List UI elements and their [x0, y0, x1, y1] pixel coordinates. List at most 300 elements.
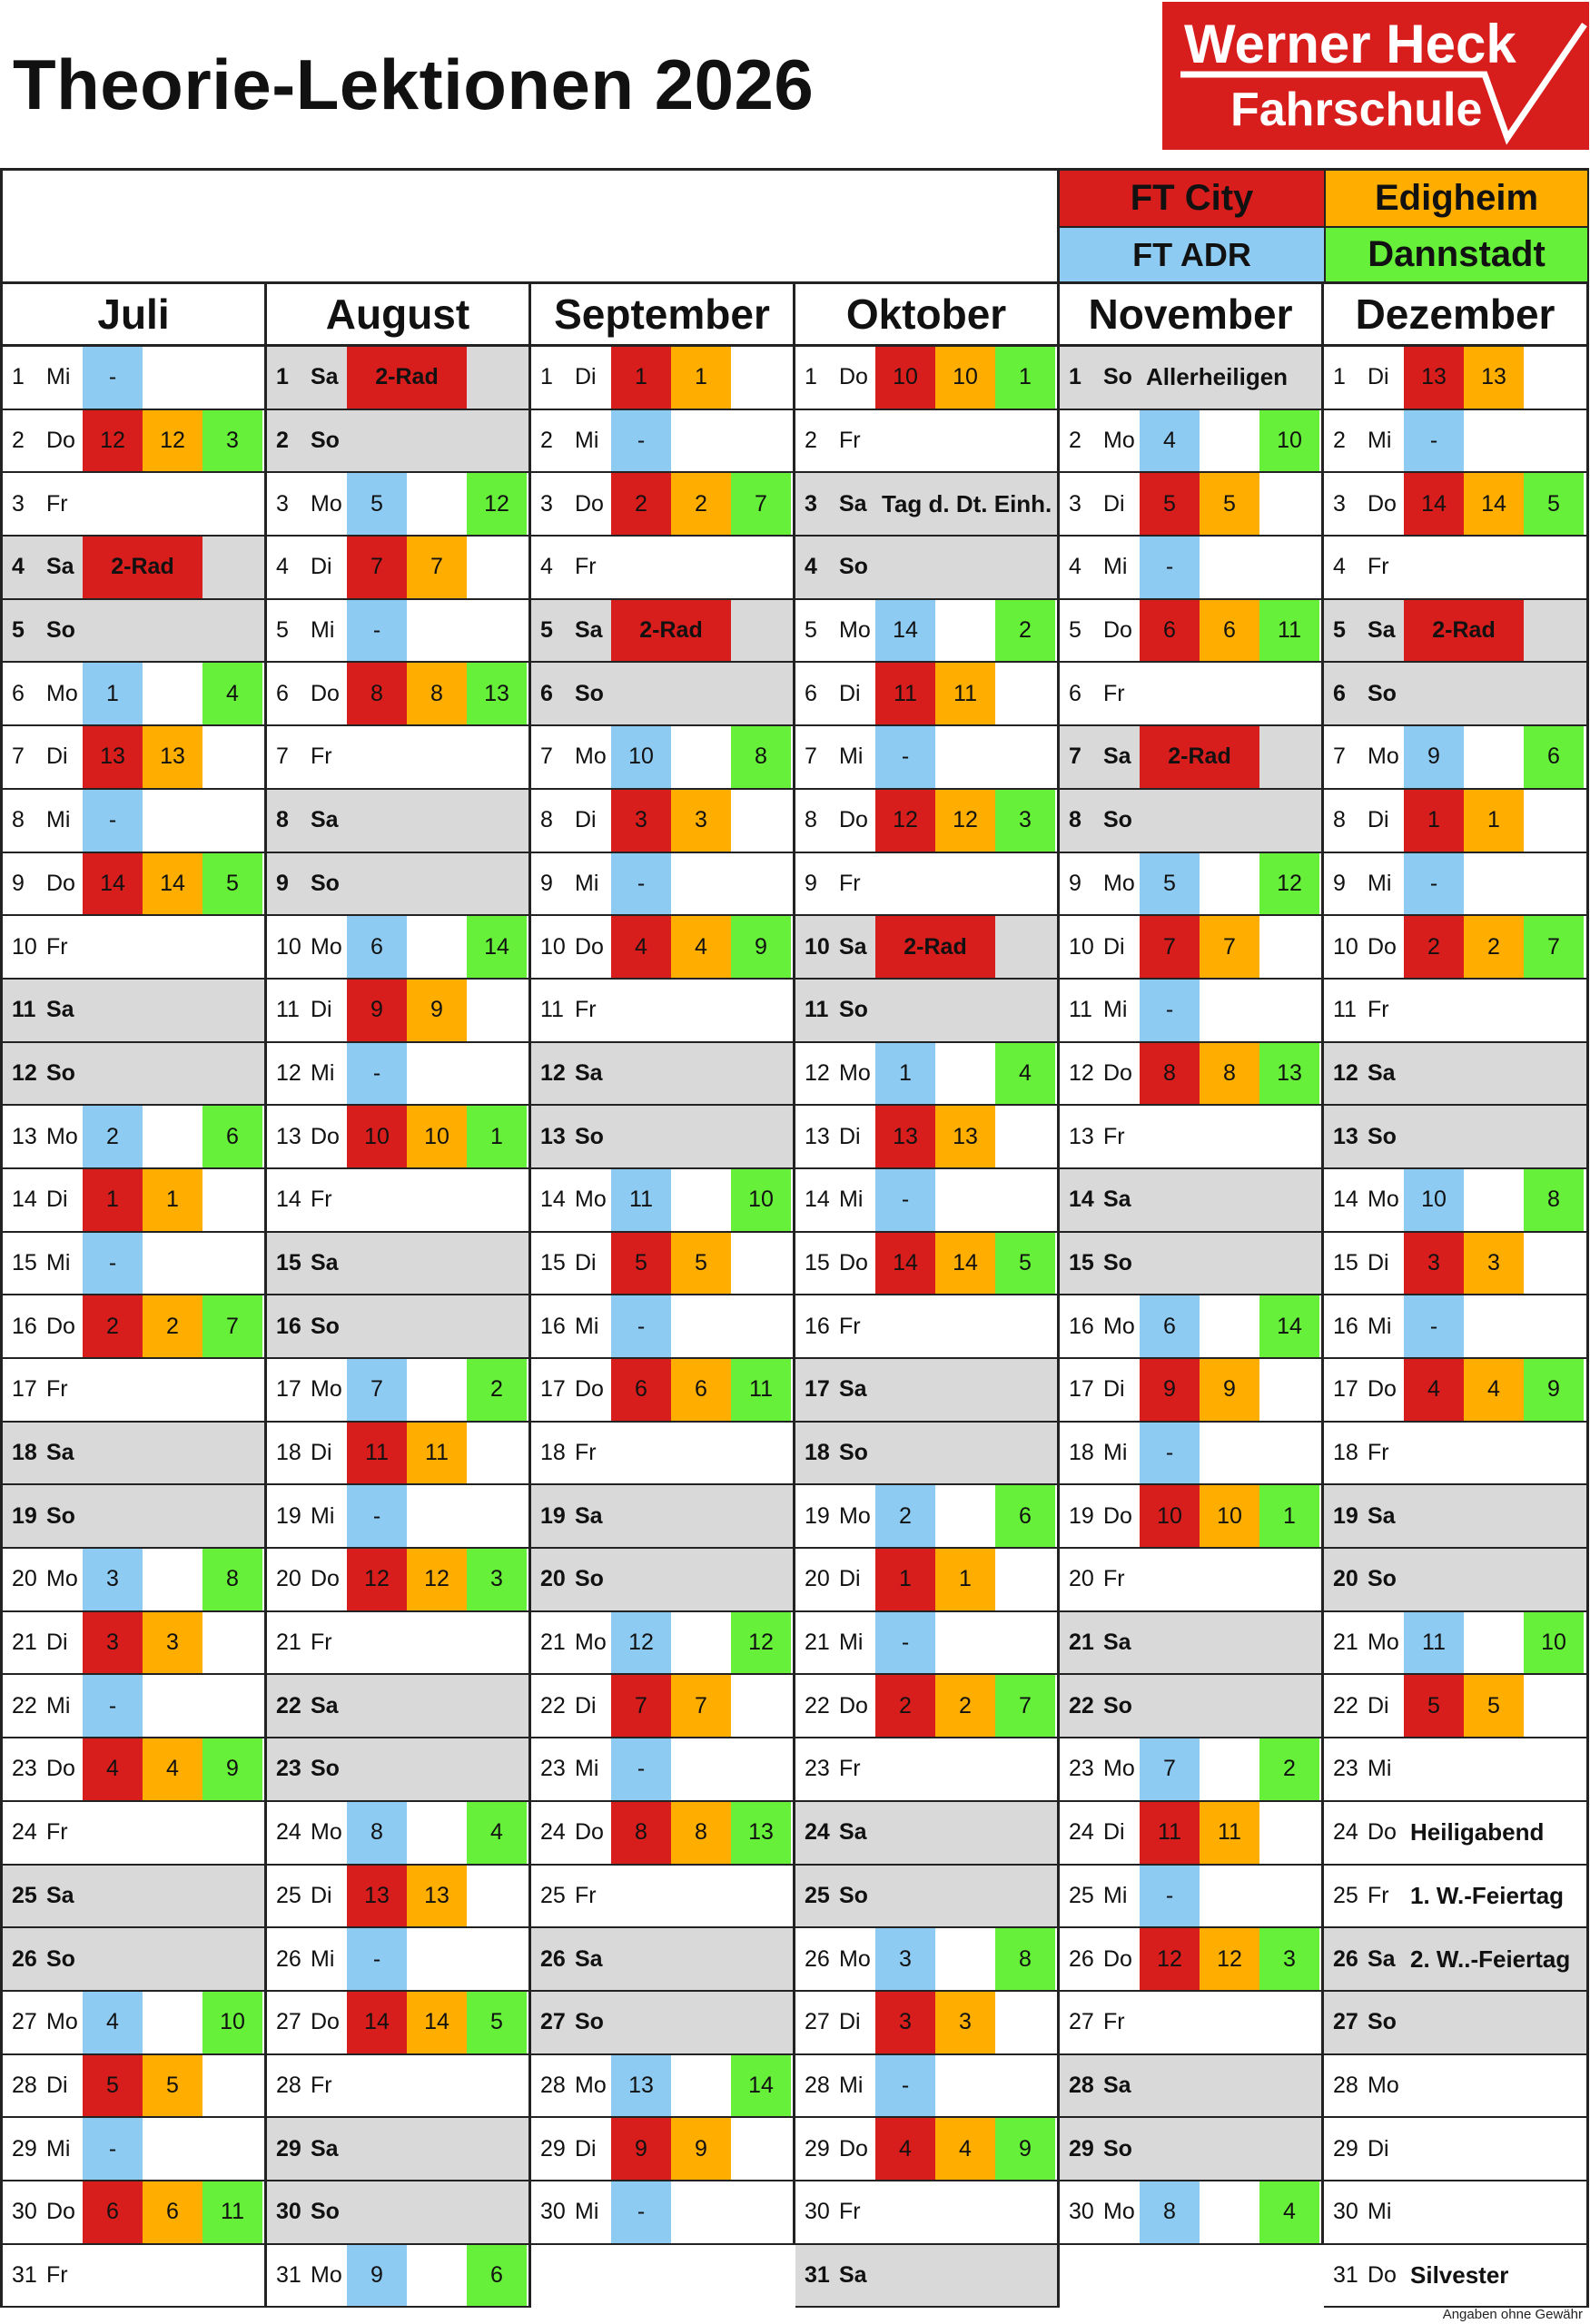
lesson-edigheim: 5: [671, 1233, 731, 1295]
day-number: 30: [540, 2199, 566, 2225]
lesson-ft-city: 14: [347, 1992, 407, 2053]
day-row: [1324, 1738, 1586, 1802]
weekday: Mo: [1103, 870, 1135, 896]
holiday-label: 2. W..-Feiertag: [1410, 1945, 1571, 1973]
weekday: Di: [1103, 490, 1125, 517]
day-label: [12, 853, 75, 915]
lesson-dannstadt: 8: [1524, 1169, 1584, 1231]
lesson-dannstadt: 10: [1524, 1612, 1584, 1674]
day-number: 10: [540, 933, 566, 960]
day-row: [267, 600, 528, 664]
day-row: [1324, 1612, 1586, 1676]
day-label: [276, 1233, 339, 1295]
day-row: [3, 1106, 264, 1169]
weekday: So: [311, 2199, 340, 2225]
day-row: [1324, 2055, 1586, 2119]
day-row: [267, 1549, 528, 1612]
day-number: 14: [805, 1187, 830, 1213]
day-row: [1324, 1866, 1586, 1929]
weekday: Do: [311, 2009, 340, 2035]
day-label: [540, 347, 597, 409]
day-row: [267, 1423, 528, 1486]
lesson-edigheim: 5: [1464, 1675, 1524, 1737]
day-number: 6: [12, 680, 25, 706]
weekday: Mo: [311, 1376, 342, 1403]
day-label: [276, 853, 340, 915]
weekday: Mi: [1368, 870, 1392, 896]
day-row: [1324, 1043, 1586, 1107]
day-label: [1333, 537, 1389, 598]
day-number: 26: [276, 1945, 301, 1972]
lesson-dannstadt: 14: [731, 2055, 791, 2117]
day-row: [267, 2118, 528, 2181]
weekday: Mo: [46, 680, 78, 706]
day-label: [276, 663, 340, 724]
day-number: 8: [12, 807, 25, 833]
day-number: 17: [540, 1376, 566, 1403]
day-number: 19: [805, 1502, 830, 1529]
day-label: [1069, 853, 1135, 915]
day-label: [1333, 2181, 1391, 2243]
day-number: 7: [1069, 743, 1081, 770]
weekday: Fr: [1368, 1882, 1389, 1908]
day-row: [1324, 1485, 1586, 1549]
event-2-rad: 2-Rad: [83, 537, 202, 598]
weekday: Fr: [1368, 554, 1389, 580]
day-row: [531, 1169, 793, 1233]
day-row: [531, 1485, 793, 1549]
weekday: Di: [1368, 2135, 1389, 2162]
day-label: [1069, 1612, 1131, 1674]
day-label: [805, 347, 868, 409]
day-label: [276, 1043, 334, 1105]
day-number: 8: [540, 807, 553, 833]
month-header-dezember: Dezember: [1324, 284, 1589, 347]
day-number: 16: [12, 1313, 37, 1339]
weekday: Mi: [311, 1502, 335, 1529]
day-number: 7: [805, 743, 817, 770]
day-row: [1060, 2181, 1321, 2245]
lesson-ft-city: 3: [1404, 1233, 1464, 1295]
lesson-dannstadt: 13: [731, 1802, 791, 1864]
lesson-dannstadt: 5: [467, 1992, 527, 2053]
weekday: Do: [1103, 1502, 1132, 1529]
day-label: [1333, 1295, 1391, 1357]
day-label: [12, 1612, 68, 1674]
day-number: 27: [1333, 2009, 1358, 2035]
day-row: [267, 916, 528, 980]
day-row: [1324, 537, 1586, 600]
weekday: Di: [575, 807, 597, 833]
weekday: So: [311, 1756, 340, 1782]
weekday: Fr: [1103, 680, 1125, 706]
day-number: 31: [12, 2261, 37, 2288]
day-row: [531, 916, 793, 980]
day-row: [1060, 537, 1321, 600]
day-row: [1324, 916, 1586, 980]
event-2-rad: 2-Rad: [347, 347, 467, 409]
lesson-ft-city: 1: [1404, 790, 1464, 852]
day-label: [12, 1359, 68, 1421]
day-number: 5: [12, 617, 25, 644]
day-number: 28: [805, 2072, 830, 2098]
lesson-edigheim: 4: [1464, 1359, 1524, 1421]
day-label: [276, 1802, 342, 1864]
lesson-ft-city: 1: [875, 1549, 935, 1610]
lesson-edigheim: 8: [1200, 1043, 1259, 1105]
day-label: [276, 726, 332, 788]
weekday: Mo: [311, 933, 342, 960]
lesson-dannstadt: 3: [202, 410, 262, 472]
lesson-ft-city: 2: [611, 473, 671, 535]
day-row: [531, 347, 793, 410]
weekday: Fr: [839, 1313, 861, 1339]
day-row: [267, 1485, 528, 1549]
day-row: [795, 1423, 1057, 1486]
lesson-ft-city: 7: [347, 537, 407, 598]
day-number: 10: [805, 933, 830, 960]
lesson-ft-adr: 4: [83, 1992, 143, 2053]
lesson-dannstadt: 8: [202, 1549, 262, 1610]
day-label: [1333, 1992, 1397, 2053]
day-label: [540, 790, 597, 852]
day-label: [12, 1866, 74, 1927]
day-row: [3, 853, 264, 917]
day-label: [1333, 473, 1397, 535]
weekday: Di: [1103, 1819, 1125, 1846]
day-number: 19: [1069, 1502, 1094, 1529]
lesson-edigheim: 6: [143, 2181, 202, 2243]
lesson-ft-city: 11: [347, 1423, 407, 1484]
lesson-ft-city: 9: [611, 2118, 671, 2180]
day-number: 25: [805, 1882, 830, 1908]
day-label: [12, 2118, 70, 2180]
day-label: [540, 473, 604, 535]
day-row: [531, 473, 793, 537]
day-number: 27: [12, 2009, 37, 2035]
weekday: So: [839, 1882, 868, 1908]
day-row: [267, 853, 528, 917]
weekday: So: [1103, 1692, 1132, 1718]
day-number: 27: [540, 2009, 566, 2035]
lesson-ft-adr: -: [611, 2181, 671, 2243]
lesson-ft-city: 5: [1140, 473, 1200, 535]
lesson-ft-city: 4: [83, 1738, 143, 1800]
lesson-ft-adr: 11: [611, 1169, 671, 1231]
weekday: So: [1103, 1249, 1132, 1275]
day-row: [795, 853, 1057, 917]
weekday: Fr: [1103, 1123, 1125, 1149]
day-number: 9: [540, 870, 553, 896]
day-row: [267, 473, 528, 537]
weekday: Sa: [311, 364, 339, 390]
lesson-edigheim: 2: [671, 473, 731, 535]
day-label: [276, 1423, 332, 1484]
logo-line-2: Fahrschule: [1230, 84, 1483, 136]
day-label: [12, 2245, 68, 2307]
day-row: [531, 726, 793, 790]
day-label: [1333, 600, 1396, 662]
day-row: [1060, 980, 1321, 1043]
weekday: Do: [1368, 1376, 1397, 1403]
day-label: [1069, 1423, 1127, 1484]
lesson-ft-city: 12: [83, 410, 143, 472]
day-label: [1069, 2181, 1135, 2243]
month-column-dezember: [1324, 347, 1589, 2308]
event-2-rad: 2-Rad: [1404, 600, 1524, 662]
weekday: Mi: [311, 1945, 335, 1972]
day-label: [276, 1295, 340, 1357]
day-number: 20: [1069, 1566, 1094, 1592]
day-label: [805, 1295, 861, 1357]
weekday: So: [839, 1440, 868, 1466]
day-number: 19: [540, 1502, 566, 1529]
weekday: Mo: [839, 1059, 871, 1086]
day-row: [3, 1738, 264, 1802]
weekday: Mi: [1368, 1313, 1392, 1339]
day-label: [1069, 1928, 1132, 1990]
day-row: [267, 1295, 528, 1359]
weekday: Fr: [311, 1187, 332, 1213]
day-row: [795, 2245, 1057, 2309]
lesson-ft-adr: 13: [611, 2055, 671, 2117]
weekday: So: [1103, 2135, 1132, 2162]
legend-edigheim: Edigheim: [1326, 171, 1589, 228]
day-number: 24: [1069, 1819, 1094, 1846]
weekday: Di: [311, 1882, 332, 1908]
lesson-edigheim: 9: [671, 2118, 731, 2180]
day-number: 23: [1333, 1756, 1358, 1782]
day-number: 6: [1333, 680, 1346, 706]
day-number: 2: [1069, 428, 1081, 454]
day-row: [1324, 1549, 1586, 1612]
weekday: Sa: [1103, 743, 1131, 770]
day-row: [1060, 1738, 1321, 1802]
day-row: [795, 1802, 1057, 1866]
month-headers: [3, 284, 1589, 347]
weekday: So: [1368, 1123, 1397, 1149]
lesson-dannstadt: 11: [202, 2181, 262, 2243]
weekday: Do: [46, 870, 75, 896]
month-header-oktober: Oktober: [795, 284, 1060, 347]
day-number: 21: [1069, 1630, 1094, 1656]
day-row: [3, 1169, 264, 1233]
weekday: Mi: [46, 807, 71, 833]
lesson-edigheim: 13: [407, 1866, 467, 1927]
day-number: 29: [805, 2135, 830, 2162]
day-label: [1069, 1106, 1125, 1167]
day-number: 16: [1333, 1313, 1358, 1339]
weekday: Di: [311, 554, 332, 580]
weekday: Mi: [1368, 428, 1392, 454]
lesson-ft-adr: -: [611, 410, 671, 472]
weekday: Mi: [1103, 1882, 1128, 1908]
day-number: 30: [805, 2199, 830, 2225]
legend-dannstadt: Dannstadt: [1326, 228, 1589, 284]
header-blank: [3, 171, 1060, 284]
day-label: [540, 853, 598, 915]
day-label: [12, 1485, 75, 1547]
day-label: [276, 790, 339, 852]
day-row: [1324, 410, 1586, 474]
day-row: [267, 1169, 528, 1233]
day-row: [795, 1992, 1057, 2055]
lesson-ft-adr: 8: [1140, 2181, 1200, 2243]
lesson-edigheim: 9: [1200, 1359, 1259, 1421]
day-number: 15: [1069, 1249, 1094, 1275]
day-row: [1324, 600, 1586, 664]
lesson-edigheim: 2: [935, 1675, 995, 1737]
day-label: [1069, 2118, 1132, 2180]
day-row: [267, 663, 528, 726]
lesson-ft-adr: 1: [83, 663, 143, 724]
day-number: 11: [805, 997, 829, 1023]
weekday: So: [311, 1313, 340, 1339]
day-label: [12, 1675, 70, 1737]
day-number: 23: [805, 1756, 830, 1782]
day-row: [531, 1866, 793, 1929]
day-number: 30: [12, 2199, 37, 2225]
day-row: [795, 473, 1057, 537]
lesson-ft-city: 6: [83, 2181, 143, 2243]
weekday: Do: [46, 2199, 75, 2225]
lesson-ft-adr: 6: [1140, 1295, 1200, 1357]
day-number: 29: [12, 2135, 37, 2162]
lesson-edigheim: 14: [935, 1233, 995, 1295]
day-row: [795, 1549, 1057, 1612]
weekday: Mi: [1103, 554, 1128, 580]
weekday: Sa: [1103, 1187, 1131, 1213]
day-number: 21: [12, 1630, 37, 1656]
day-row: [531, 1612, 793, 1676]
day-label: [12, 1233, 70, 1295]
day-number: 20: [276, 1566, 301, 1592]
day-row: [1324, 790, 1586, 853]
footer-note: Angaben ohne Gewähr: [1442, 2307, 1583, 2322]
day-label: [540, 1043, 603, 1105]
day-number: 3: [805, 490, 817, 517]
day-label: [12, 410, 75, 472]
day-row: [3, 1359, 264, 1423]
day-number: 25: [12, 1882, 37, 1908]
day-label: [1069, 2055, 1131, 2117]
day-row: [531, 410, 793, 474]
lesson-ft-adr: 2: [875, 1485, 935, 1547]
day-row: [1060, 1802, 1321, 1866]
day-row: [1324, 1802, 1586, 1866]
weekday: Fr: [575, 554, 597, 580]
lesson-ft-city: 4: [611, 916, 671, 978]
weekday: Mo: [575, 2072, 607, 2098]
day-row: [531, 1423, 793, 1486]
weekday: Mo: [1103, 428, 1135, 454]
lesson-dannstadt: 6: [1524, 726, 1584, 788]
lesson-edigheim: 4: [935, 2118, 995, 2180]
day-row: [3, 1802, 264, 1866]
weekday: Di: [839, 2009, 861, 2035]
month-header-august: August: [267, 284, 531, 347]
day-label: [1333, 663, 1397, 724]
day-row: [3, 410, 264, 474]
day-row: [1060, 1423, 1321, 1486]
day-row: [267, 1738, 528, 1802]
lesson-edigheim: 1: [143, 1169, 202, 1231]
weekday: Di: [1103, 933, 1125, 960]
day-number: 2: [805, 428, 817, 454]
weekday: Sa: [311, 1692, 339, 1718]
lesson-ft-city: 11: [1140, 1802, 1200, 1864]
day-label: [805, 1992, 861, 2053]
day-label: [12, 1295, 75, 1357]
day-number: 14: [276, 1187, 301, 1213]
day-row: [3, 1866, 264, 1929]
day-label: [276, 1928, 334, 1990]
lesson-ft-adr: -: [611, 853, 671, 915]
page-title: Theorie-Lektionen 2026: [13, 44, 815, 124]
day-row: [267, 347, 528, 410]
day-row: [3, 2118, 264, 2181]
day-number: 28: [276, 2072, 301, 2098]
day-number: 9: [805, 870, 817, 896]
day-row: [1060, 1866, 1321, 1929]
lesson-edigheim: 11: [1200, 1802, 1259, 1864]
day-label: [1333, 853, 1391, 915]
lesson-edigheim: 8: [671, 1802, 731, 1864]
weekday: Fr: [46, 490, 68, 517]
day-row: [3, 980, 264, 1043]
day-row: [795, 537, 1057, 600]
day-label: [805, 980, 868, 1041]
weekday: Mo: [1368, 1630, 1399, 1656]
day-label: [805, 1485, 871, 1547]
day-label: [1069, 537, 1127, 598]
day-label: [12, 790, 70, 852]
day-number: 13: [12, 1123, 37, 1149]
day-number: 2: [276, 428, 289, 454]
lesson-ft-city: 2: [1404, 916, 1464, 978]
day-label: [276, 1169, 332, 1231]
day-label: [12, 916, 68, 978]
day-label: [12, 1928, 75, 1990]
day-row: [3, 1992, 264, 2055]
day-number: 4: [1069, 554, 1081, 580]
day-row: [3, 1485, 264, 1549]
weekday: Di: [1368, 1249, 1389, 1275]
day-label: [805, 410, 861, 472]
weekday: So: [575, 2009, 604, 2035]
month-header-september: September: [531, 284, 795, 347]
weekday: Di: [1368, 364, 1389, 390]
day-number: 14: [1069, 1187, 1094, 1213]
day-number: 5: [1069, 617, 1081, 644]
day-number: 13: [276, 1123, 301, 1149]
day-label: [276, 1612, 332, 1674]
lesson-dannstadt: 8: [995, 1928, 1055, 1990]
weekday: Mo: [839, 617, 871, 644]
weekday: Mi: [839, 2072, 864, 2098]
weekday: Di: [575, 364, 597, 390]
day-row: [1324, 1992, 1586, 2055]
day-label: [276, 2118, 339, 2180]
weekday: So: [839, 554, 868, 580]
lesson-dannstadt: 3: [995, 790, 1055, 852]
day-number: 26: [1069, 1945, 1094, 1972]
day-label: [1333, 1928, 1396, 1990]
day-row: [3, 1233, 264, 1296]
lesson-ft-city: 10: [875, 347, 935, 409]
weekday: Di: [575, 1249, 597, 1275]
lesson-ft-city: 13: [83, 726, 143, 788]
